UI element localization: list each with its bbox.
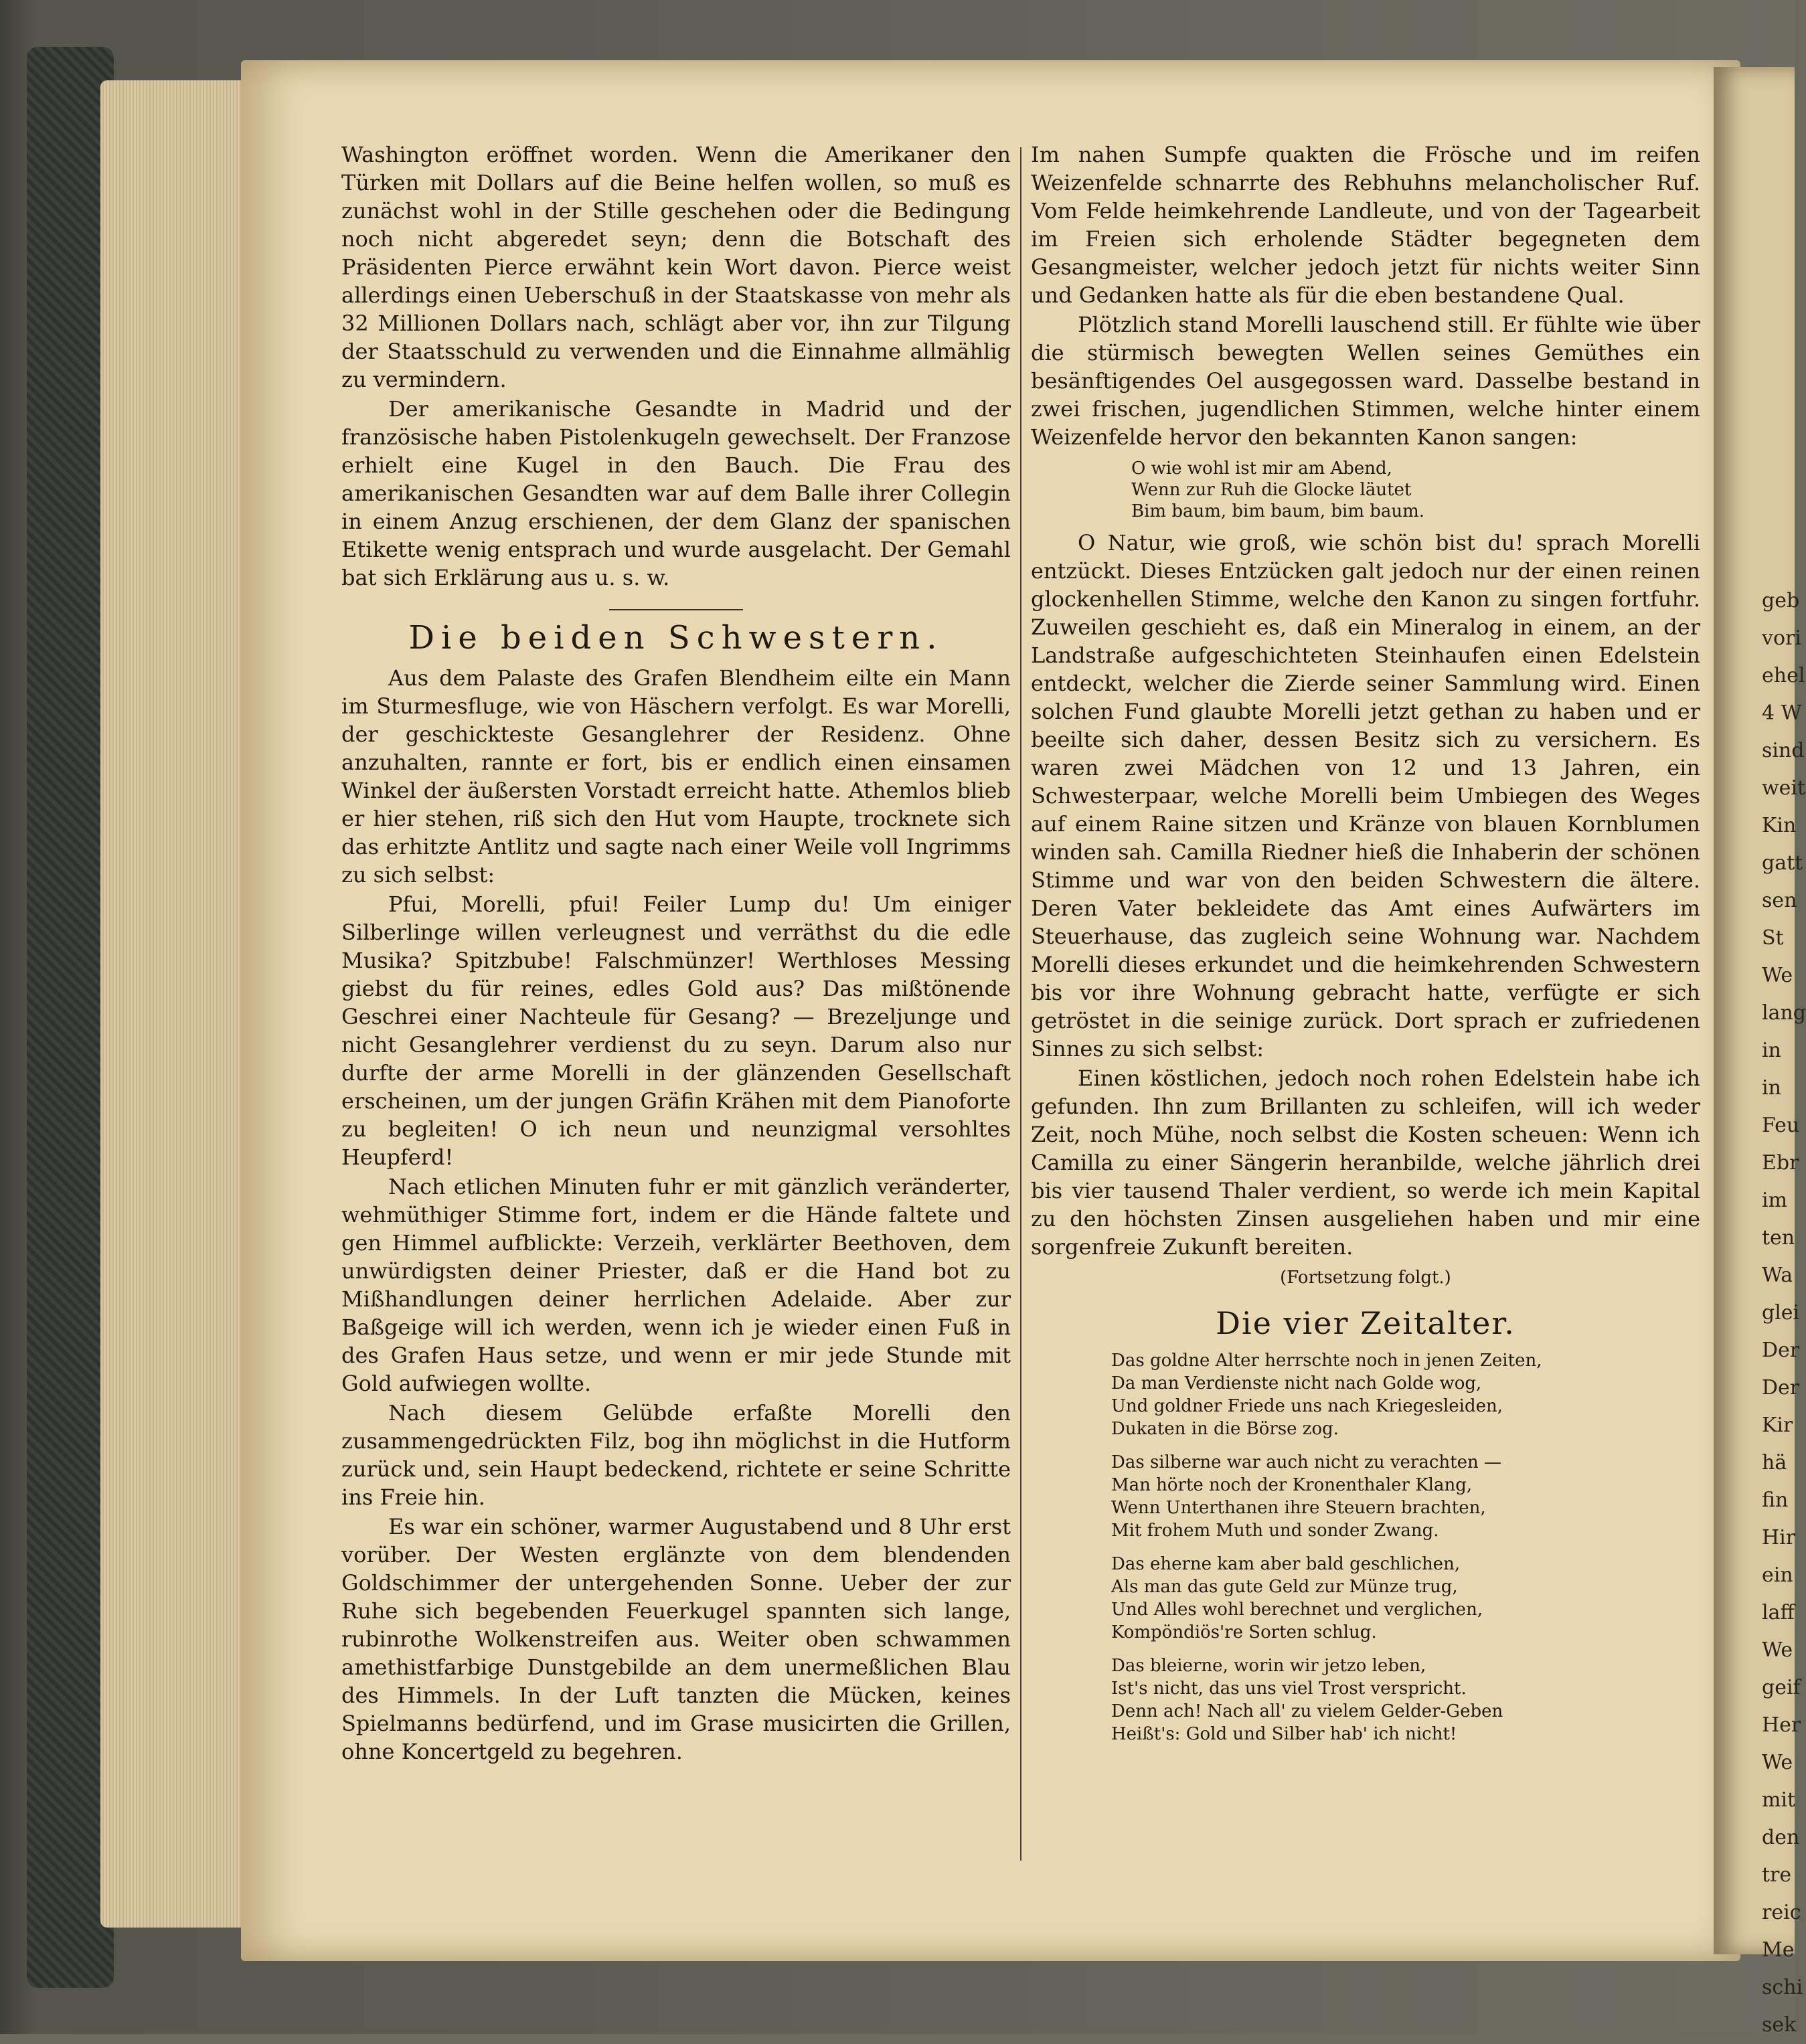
article-paragraph: Der amerikanische Gesandte in Madrid und der französische haben Pistolenkugeln gewechselt. Der Franzose erhielt eine Kugel in den Bauch. Die Frau des amerikanischen Gesandten war auf dem Balle ihrer Collegin in einem Anzug erschienen, der dem Glanz der spanischen Etikette wenig entsprach und wurde ausgelacht. Der Gemahl bat sich Erklärung aus u. s. w. — [341, 396, 1011, 590]
story-paragraph: Nach etlichen Minuten fuhr er mit gänzlich veränderter, wehmüthiger Stimme fort, indem er die Hände faltete und gen Himmel aufblickte: Verzeih, verklärter Beethoven, dem unwürdigsten deiner Priester, daß er die Hand bot zu Mißhandlungen deiner herrlichen Adelaide. Aber zur Baßgeige will ich werden, wenn ich je wieder einen Fuß in des Grafen Haus setze, und wenn er mir jede Stunde mit Gold aufwiegen wollte. — [341, 1174, 1011, 1396]
continued-note: (Fortsetzung folgt.) — [1280, 1268, 1451, 1288]
margin-fragment: Wa — [1762, 1264, 1793, 1287]
margin-fragment: We — [1762, 1638, 1793, 1662]
poem-line: Dukaten in die Börse zog. — [1111, 1419, 1339, 1439]
section-divider — [609, 609, 743, 610]
poem-line: Das bleierne, worin wir jetzo leben, — [1111, 1656, 1426, 1676]
article-continuation: Washington eröffnet worden. Wenn die Amerikaner den Türken mit Dollars auf die Beine helfen wollen, so muß es zunächst wohl in der Stille geschehen oder die Bedingung noch nicht abgeredet seyn; denn die Botschaft des Präsidenten Pierce erwähnt kein Wort davon. Pierce weist allerdings einen Ueberschuß in der Staatskasse von mehr als 32 Millionen Dollars nach, schlägt aber vor, ihn zur Tilgung der Staatsschuld zu verwenden und die Einnahme allmählig zu vermindern. — [341, 142, 1011, 392]
margin-fragment: Der — [1762, 1376, 1800, 1399]
margin-fragment: in — [1762, 1076, 1781, 1100]
poem-line: Das eherne kam aber bald geschlichen, — [1111, 1554, 1461, 1574]
margin-fragment: Kir — [1762, 1414, 1793, 1437]
margin-fragment: reic — [1762, 1901, 1801, 1924]
story-paragraph: Einen köstlichen, jedoch noch rohen Edelstein habe ich gefunden. Ihn zum Brillanten zu schleifen, will ich weder Zeit, noch Mühe, noch selbst die Kosten scheuen: Wenn ich Camilla zu einer Sängerin heranbilde, welche jährlich drei bis vier tausend Thaler verdient, so werde ich mein Kapital zu den höchsten Zinsen ausgeliehen haben und mir eine sorgenfreie Zukunft bereiten. — [1031, 1066, 1700, 1260]
margin-fragment: im — [1762, 1189, 1788, 1212]
poem-stanza — [1111, 1553, 1700, 1644]
poem-line: Man hörte noch der Kronenthaler Klang, — [1111, 1475, 1473, 1495]
story-paragraph: Im nahen Sumpfe quakten die Frösche und im reifen Weizenfelde schnarrte des Rebhuhns melancholischer Ruf. Vom Felde heimkehrende Landleute, und von der Tagearbeit im Freien sich erholende Städter begegneten dem Gesangmeister, welcher jedoch jetzt für nichts weiter Sinn und Gedanken hatte als für die eben bestandene Qual. — [1031, 142, 1700, 308]
poem-line: Ist's nicht, das uns viel Trost verspricht. — [1111, 1679, 1467, 1699]
poem-line: Und goldner Friede uns nach Kriegesleiden, — [1111, 1396, 1503, 1416]
poem-line: Wenn Unterthanen ihre Steuern brachten, — [1111, 1498, 1486, 1518]
poem-line: Und Alles wohl berechnet und verglichen, — [1111, 1600, 1483, 1620]
next-page-fragments — [1762, 582, 1806, 2044]
song-line: Bim baum, bim baum, bim baum. — [1131, 501, 1425, 521]
margin-fragment: in — [1762, 1039, 1781, 1062]
story-paragraph: Es war ein schöner, warmer Augustabend und 8 Uhr erst vorüber. Der Westen erglänzte von dem blendenden Goldschimmer der untergehenden Sonne. Ueber der zur Ruhe sich begebenden Feuerkugel spannten sich lange, rubinrothe Wolkenstreifen aus. Weiter oben schwammen amethistfarbige Dunstgebilde an dem unermeßlichen Blau des Himmels. In der Luft tanzten die Mücken, keines Spielmanns bedürfend, und im Grase musicirten die Grillen, ohne Koncertgeld zu begehren. — [341, 1514, 1011, 1764]
margin-fragment: laff — [1762, 1601, 1795, 1624]
story-paragraph: Pfui, Morelli, pfui! Feiler Lump du! Um einiger Silberlinge willen verleugnest und verräthst du die edle Musika? Spitzbube! Falschmünzer! Werthloses Messing giebst du für reines, edles Gold aus? Das mißtönende Geschrei einer Nachteule für Gesang? — Brezeljunge und nicht Gesanglehrer verdienst du zu seyn. Darum also nur durfte der arme Morelli in der glänzenden Gesellschaft erscheinen, um der jungen Gräfin Krähen mit dem Pianoforte zu begleiten! O ich neun und neunzigmal versohltes Heupferd! — [341, 891, 1011, 1170]
poem-line: Kompöndiös're Sorten schlug. — [1111, 1622, 1377, 1642]
song-line: Wenn zur Ruh die Glocke läutet — [1131, 480, 1412, 500]
margin-fragment: St — [1762, 926, 1784, 950]
left-column — [341, 141, 1011, 1767]
margin-fragment: Hir — [1762, 1526, 1796, 1549]
margin-fragment: Feu — [1762, 1114, 1800, 1137]
story-paragraph: Plötzlich stand Morelli lauschend still. Er fühlte wie über die stürmisch bewegten Wellen seines Gemüthes ein besänftigendes Oel ausgegossen ward. Dasselbe bestand in zwei frischen, jugendlichen Stimmen, welche hinter einem Weizenfelde hervor den bekannten Kanon sangen: — [1031, 312, 1700, 450]
story-paragraph: Aus dem Palaste des Grafen Blendheim eilte ein Mann im Sturmesfluge, wie von Häschern verfolgt. Es war Morelli, der geschickteste Gesanglehrer der Residenz. Ohne anzuhalten, rannte er fort, bis er endlich einen einsamen Winkel der äußersten Vorstadt erreicht hatte. Athemlos blieb er hier stehen, riß sich den Hut vom Haupte, trocknete sich das erhitzte Antlitz und sagte nach einer Weile voll Ingrimms zu sich selbst: — [341, 665, 1011, 887]
margin-fragment: tre — [1762, 1863, 1792, 1887]
margin-fragment: weit — [1762, 776, 1806, 800]
margin-fragment: Me — [1762, 1938, 1795, 1962]
margin-fragment: hä — [1762, 1451, 1787, 1474]
margin-fragment: We — [1762, 964, 1793, 987]
margin-fragment: ehel — [1762, 664, 1805, 687]
poem-stanza — [1111, 1349, 1700, 1440]
poem-line: Das goldne Alter herrschte noch in jenen Zeiten, — [1111, 1351, 1542, 1371]
poem-stanza — [1111, 1451, 1700, 1542]
margin-fragment: ten — [1762, 1226, 1795, 1250]
margin-fragment: Kin — [1762, 814, 1797, 837]
margin-fragment: gatt — [1762, 851, 1803, 875]
margin-fragment: 4 W — [1762, 701, 1802, 725]
margin-fragment: sind — [1762, 739, 1805, 762]
margin-fragment: Her — [1762, 1713, 1801, 1737]
margin-fragment: Der — [1762, 1339, 1800, 1362]
song-line: O wie wohl ist mir am Abend, — [1131, 458, 1392, 479]
poem-title: Die vier Zeitalter. — [1216, 1305, 1515, 1341]
margin-fragment: Ebr — [1762, 1151, 1799, 1175]
margin-fragment: geb — [1762, 589, 1800, 612]
poem-line: Heißt's: Gold und Silber hab' ich nicht! — [1111, 1724, 1457, 1744]
poem-line: Denn ach! Nach all' zu vielem Gelder-Geben — [1111, 1701, 1503, 1721]
margin-fragment: sen — [1762, 889, 1797, 912]
margin-fragment: We — [1762, 1751, 1793, 1774]
margin-fragment: vori — [1762, 626, 1801, 650]
margin-fragment: glei — [1762, 1301, 1800, 1325]
margin-fragment: fin — [1762, 1488, 1789, 1512]
column-divider — [1020, 147, 1021, 1861]
right-column — [1031, 141, 1700, 1756]
poem-line: Da man Verdienste nicht nach Golde wog, — [1111, 1373, 1482, 1393]
story-paragraph: O Natur, wie groß, wie schön bist du! sprach Morelli entzückt. Dieses Entzücken galt jedoch nur der einen reinen glockenhellen Stimme, welche den Kanon zu singen fortfuhr. Zuweilen geschieht es, daß ein Mineralog in einem, an der Landstraße aufgeschichteten Steinhaufen einen Edelstein entdeckt, welcher die Zierde seiner Sammlung wird. Einen solchen Fund glaubte Morelli jetzt gethan zu haben und er beeilte sich daher, dessen Besitz sich zu versichern. Es waren zwei Mädchen von 12 und 13 Jahren, ein Schwesterpaar, welche Morelli beim Umbiegen des Weges auf einem Raine sitzen und Kränze von blauen Kornblumen winden sah. Camilla Riedner hieß die Inhaberin der schönen Stimme und war von den beiden Schwestern die ältere. Deren Vater bekleidete das Amt eines Aufwärters im Steuerhause, das zugleich seine Wohnung war. Nachdem Morelli dieses erkundet und die heimkehrenden Schwestern bis vor ihre Wohnung gebracht hatte, verfügte er sich getröstet in die seinige zurück. Dort sprach er zufriedenen Sinnes zu sich selbst: — [1031, 530, 1700, 1061]
story-paragraph: Nach diesem Gelübde erfaßte Morelli den zusammengedrückten Filz, bog ihn möglichst in die Hutform zurück und, sein Haupt bedeckend, richtete er seine Schritte ins Freie hin. — [341, 1400, 1011, 1510]
margin-fragment: den — [1762, 1826, 1800, 1849]
margin-fragment: schi — [1762, 1976, 1803, 1999]
poem-line: Mit frohem Muth und sonder Zwang. — [1111, 1521, 1439, 1541]
story-title: Die beiden Schwestern. — [408, 619, 944, 657]
poem-line: Als man das gute Geld zur Münze trug, — [1111, 1577, 1458, 1597]
margin-fragment: sek — [1762, 2013, 1797, 2037]
poem-line: Das silberne war auch nicht zu verachten — — [1111, 1452, 1501, 1472]
margin-fragment: mit — [1762, 1788, 1796, 1812]
margin-fragment: geif — [1762, 1676, 1801, 1699]
margin-fragment: lang — [1762, 1001, 1806, 1025]
song-quote — [1131, 458, 1700, 522]
poem-stanza — [1111, 1654, 1700, 1745]
margin-fragment: ein — [1762, 1563, 1793, 1587]
